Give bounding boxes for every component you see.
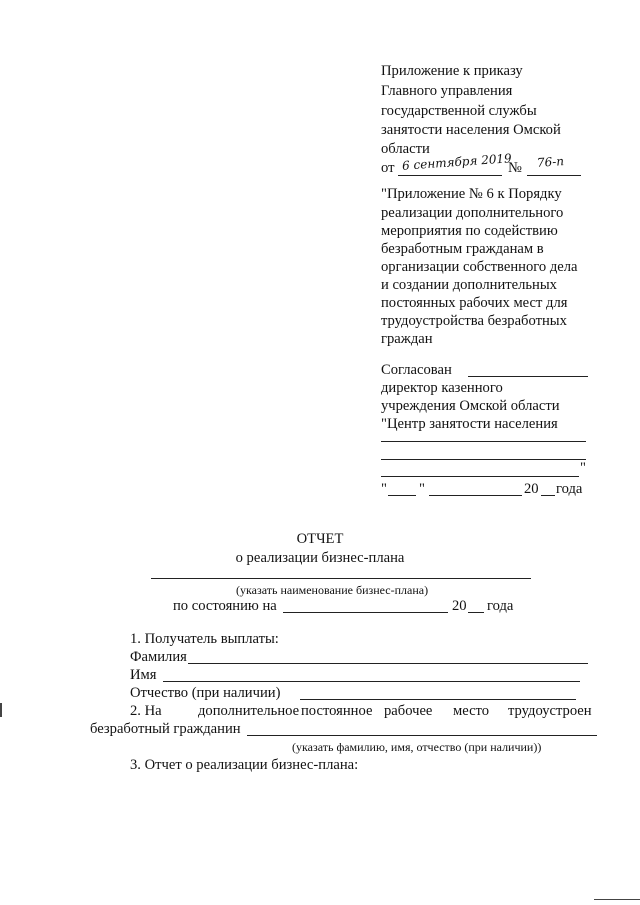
appendix-line-7: постоянных рабочих мест для bbox=[381, 295, 568, 311]
approval-line-4: занятости населения Омской bbox=[381, 122, 561, 138]
surname-label: Фамилия bbox=[130, 649, 187, 665]
agreed-date-quote-open: " bbox=[381, 481, 387, 497]
order-date-handwritten: 6 сентября 2019 bbox=[401, 151, 513, 173]
appendix-line-4: безработным гражданам в bbox=[381, 241, 544, 257]
approval-line-2: Главного управления bbox=[381, 83, 513, 99]
name-label: Имя bbox=[130, 667, 157, 683]
order-number-label: № bbox=[508, 160, 522, 176]
scan-edge-bottom-mark bbox=[594, 899, 640, 900]
report-subtitle: о реализации бизнес-плана bbox=[235, 550, 405, 566]
appendix-line-8: трудоустройства безработных bbox=[381, 313, 567, 329]
appendix-line-1: "Приложение № 6 к Порядку bbox=[381, 186, 562, 202]
report-title: ОТЧЕТ bbox=[296, 531, 344, 547]
scan-edge-left-mark bbox=[0, 703, 2, 717]
agreed-date-quote-close: " bbox=[419, 481, 425, 497]
recipient-name-hint: (указать фамилию, имя, отчество (при наличии)) bbox=[292, 740, 542, 754]
item-2-line-2: безработный гражданин bbox=[90, 721, 241, 737]
item-2-word-1: 2. На bbox=[130, 703, 162, 719]
agreed-label: Согласован bbox=[381, 362, 452, 378]
agreed-closing-quote: " bbox=[580, 460, 586, 476]
agreed-date-year-line bbox=[541, 495, 555, 496]
agreed-date-month-line bbox=[429, 495, 522, 496]
plan-name-line bbox=[151, 578, 531, 579]
state-year-prefix: 20 bbox=[452, 598, 467, 614]
agreed-line-3: "Центр занятости населения bbox=[381, 416, 558, 432]
item-2-word-2: дополнительное bbox=[198, 703, 300, 719]
agreed-date-year-prefix: 20 bbox=[524, 481, 539, 497]
agreed-signature-line bbox=[468, 376, 588, 377]
agreed-blank-line-1 bbox=[381, 441, 586, 442]
surname-field-line[interactable] bbox=[188, 663, 588, 664]
state-year-line bbox=[468, 612, 484, 613]
item-3-title: 3. Отчет о реализации бизнес-плана: bbox=[130, 757, 359, 773]
name-field-line[interactable] bbox=[163, 681, 580, 682]
appendix-line-6: и создании дополнительных bbox=[381, 277, 557, 293]
agreed-blank-line-2 bbox=[381, 459, 586, 460]
item-1-title: 1. Получатель выплаты: bbox=[130, 631, 279, 647]
appendix-line-3: мероприятия по содействию bbox=[381, 223, 558, 239]
item-2-word-5: место bbox=[453, 703, 490, 719]
agreed-line-2: учреждения Омской области bbox=[381, 398, 560, 414]
appendix-line-5: организации собственного дела bbox=[381, 259, 578, 275]
appendix-line-9: граждан bbox=[381, 331, 433, 347]
appendix-line-2: реализации дополнительного bbox=[381, 205, 564, 221]
approval-line-5: области bbox=[381, 141, 430, 157]
approval-line-3: государственной службы bbox=[381, 103, 537, 119]
item-2-word-6: трудоустроен bbox=[508, 703, 592, 719]
plan-name-hint: (указать наименование бизнес-плана) bbox=[236, 583, 429, 597]
state-year-suffix: года bbox=[487, 598, 514, 614]
agreed-blank-line-3 bbox=[381, 476, 579, 477]
item-2-word-4: рабочее bbox=[384, 703, 433, 719]
state-date-label: по состоянию на bbox=[173, 598, 277, 614]
order-number-underline bbox=[527, 175, 581, 176]
order-number-handwritten: 76-п bbox=[536, 154, 565, 170]
approval-line-1: Приложение к приказу bbox=[381, 63, 523, 79]
agreed-date-day-line bbox=[388, 495, 416, 496]
patronymic-label: Отчество (при наличии) bbox=[130, 685, 281, 701]
agreed-date-year-suffix: года bbox=[556, 481, 583, 497]
order-date-underline bbox=[398, 175, 502, 176]
item-2-word-3: постоянное bbox=[301, 703, 373, 719]
order-date-label: от bbox=[381, 160, 395, 176]
patronymic-field-line[interactable] bbox=[300, 699, 576, 700]
recipient-name-line[interactable] bbox=[247, 735, 597, 736]
agreed-line-1: директор казенного bbox=[381, 380, 503, 396]
state-date-line bbox=[283, 612, 448, 613]
